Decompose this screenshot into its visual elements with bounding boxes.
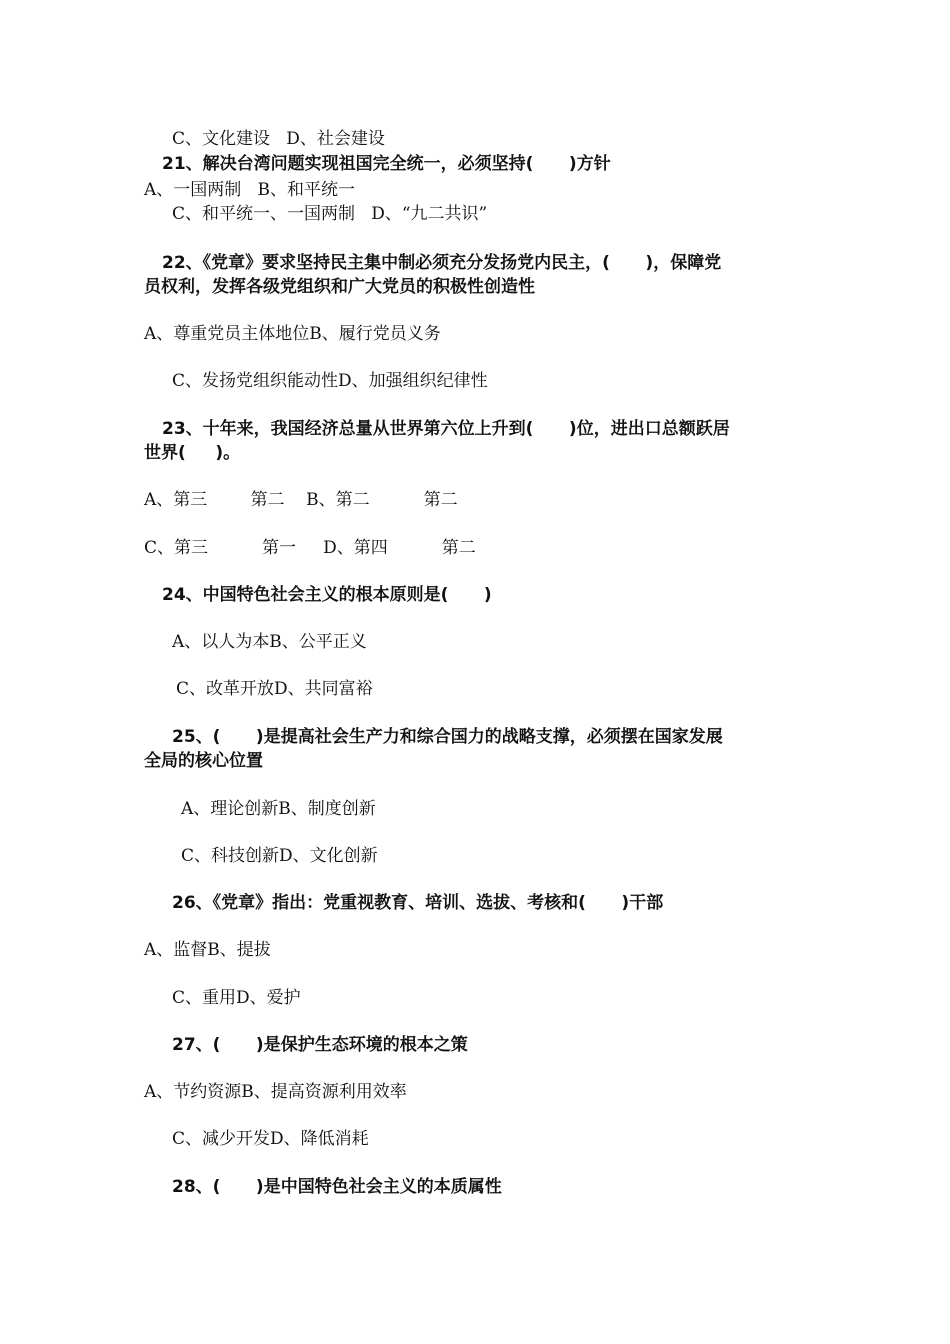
option-line: C、重用D、爱护 bbox=[172, 988, 301, 1008]
option-line: C、科技创新D、文化创新 bbox=[181, 846, 378, 866]
option-line: C、减少开发D、降低消耗 bbox=[172, 1129, 369, 1149]
option-line: C、改革开放D、共同富裕 bbox=[176, 679, 373, 699]
question-28: 28、( )是中国特色社会主义的本质属性 bbox=[172, 1177, 502, 1197]
option-line: A、节约资源B、提高资源利用效率 bbox=[144, 1082, 407, 1102]
question-27: 27、( )是保护生态环境的根本之策 bbox=[172, 1035, 468, 1055]
option-line: C、和平统一、一国两制 D、“九二共识” bbox=[172, 204, 488, 224]
option-line: C、发扬党组织能动性D、加强组织纪律性 bbox=[172, 371, 488, 391]
question-21: 21、解决台湾问题实现祖国完全统一，必须坚持( )方针 bbox=[162, 154, 611, 174]
question-22-continued: 员权利，发挥各级党组织和广大党员的积极性创造性 bbox=[144, 277, 535, 297]
option-line: A、以人为本B、公平正义 bbox=[172, 632, 367, 652]
option-line: C、第三 第一 D、第四 第二 bbox=[144, 538, 476, 558]
option-line: A、监督B、提拔 bbox=[144, 940, 271, 960]
question-23-continued: 世界( )。 bbox=[144, 443, 241, 463]
question-25: 25、( )是提高社会生产力和综合国力的战略支撑，必须摆在国家发展 bbox=[172, 727, 723, 747]
question-24: 24、中国特色社会主义的根本原则是( ) bbox=[162, 585, 492, 605]
option-line: A、理论创新B、制度创新 bbox=[181, 799, 376, 819]
option-line: A、第三 第二 B、第二 第二 bbox=[144, 490, 458, 510]
option-line: A、一国两制 B、和平统一 bbox=[144, 180, 355, 200]
question-25-continued: 全局的核心位置 bbox=[144, 751, 263, 771]
question-23: 23、十年来，我国经济总量从世界第六位上升到( )位，进出口总额跃居 bbox=[162, 419, 730, 439]
question-22: 22、《党章》要求坚持民主集中制必须充分发扬党内民主，( )，保障党 bbox=[162, 253, 722, 273]
option-line: C、文化建设 D、社会建设 bbox=[172, 129, 385, 149]
question-26: 26、《党章》指出：党重视教育、培训、选拔、考核和( )干部 bbox=[172, 893, 664, 913]
option-line: A、尊重党员主体地位B、履行党员义务 bbox=[144, 324, 441, 344]
